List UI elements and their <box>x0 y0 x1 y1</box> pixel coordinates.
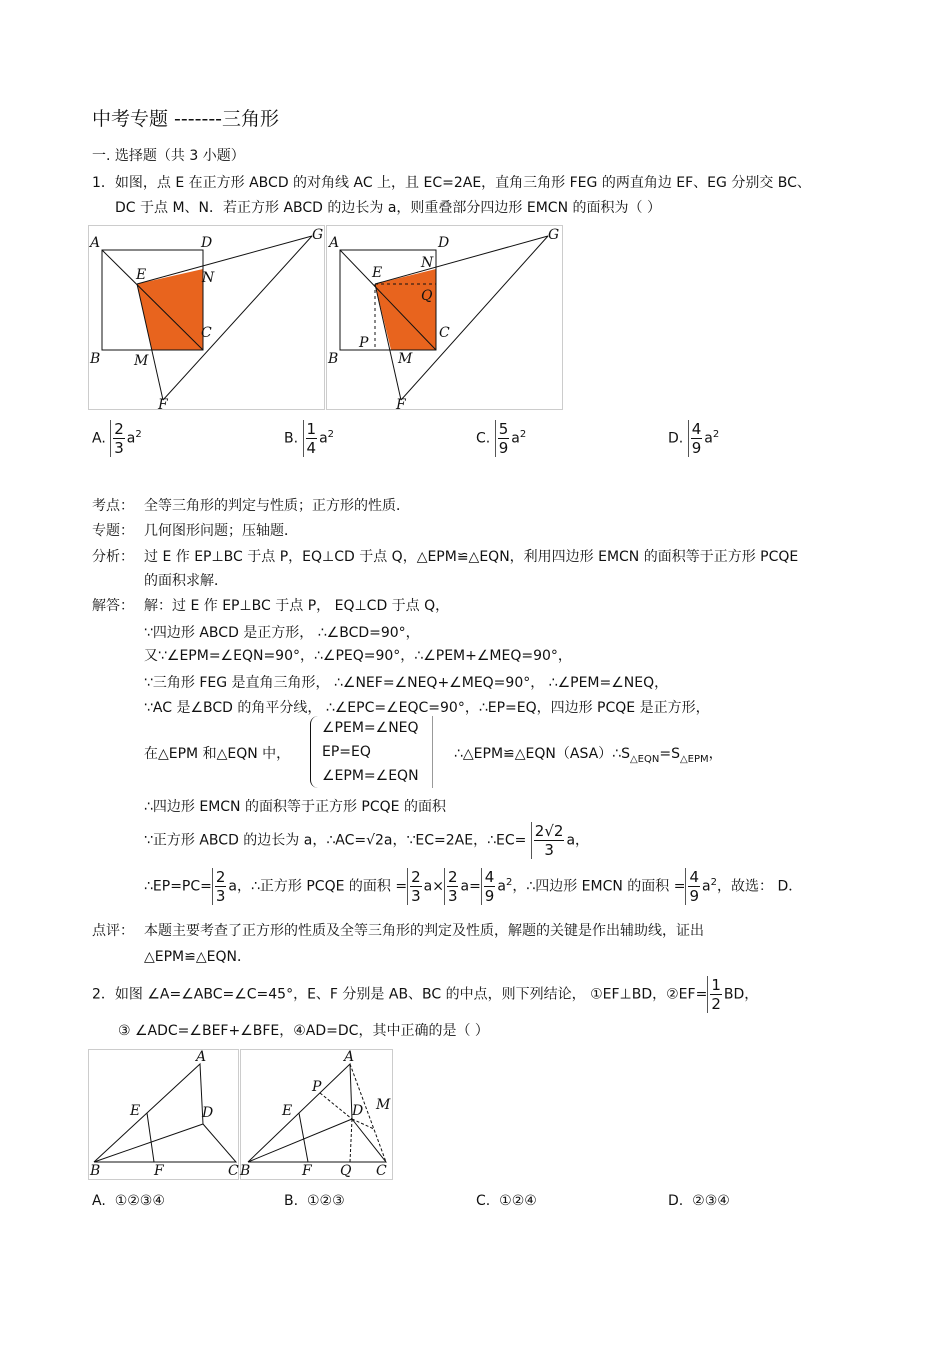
q2-fig1-bd <box>94 1124 203 1162</box>
jieda-line5: ∵AC 是∠BCD 的角平分线， ∴∠EPC=∠EQC=90°，∴EP=EQ，四边形 PCQE 是正方形， <box>144 700 710 716</box>
q2-fig1-label-d: D <box>202 1105 214 1121</box>
q2-fig2-dp <box>320 1093 352 1119</box>
jieda-line1: 解：过 E 作 EP⊥BC 于点 P， EQ⊥CD 于点 Q， <box>144 598 450 614</box>
zhuanti-label: 专题： <box>92 523 134 539</box>
q2-fig2-label-c: C <box>376 1163 387 1179</box>
jieda-line6-pre: 在△EPM 和△EQN 中， <box>144 746 291 762</box>
fenxi-line1: 过 E 作 EP⊥BC 于点 P，EQ⊥CD 于点 Q，△EPM≌△EQN，利用四边形 EMCN 的面积等于正方形 PCQE <box>144 549 799 565</box>
q1-option-b-fraction: $\frac{1}{4}$ <box>303 420 320 457</box>
q2-option-d[interactable]: D. ②③④ <box>668 1193 730 1209</box>
q2-stem-line1: 2．如图 ∠A=∠ABC=∠C=45°，E、F 分别是 AB、BC 的中点，则下列结论， ①EF⊥BD，②EF= $\frac{1}{2}$ BD， <box>92 976 759 1013</box>
system-eq2: EP=EQ <box>322 744 371 760</box>
section-heading: 一. 选择题（共 3 小题） <box>92 148 245 164</box>
system-eq1: ∠PEM=∠NEQ <box>322 720 419 736</box>
q1-fig1-label-d: D <box>201 235 213 251</box>
q2-fig1-ef <box>147 1113 154 1162</box>
q2-fig2-dq <box>350 1119 352 1162</box>
q2-stem-line2: ③ ∠ADC=∠BEF+∠BFE，④AD=DC，其中正确的是（ ） <box>118 1023 489 1039</box>
q1-option-a[interactable]: A. $\frac{2}{3}$ $a^2$ <box>92 420 142 457</box>
q2-fig2-label-p: P <box>312 1079 322 1095</box>
q2-option-b[interactable]: B. ①②③ <box>284 1193 345 1209</box>
zhuanti-text: 几何图形问题；压轴题． <box>144 523 298 539</box>
jieda-line9: ∴EP=PC= $\frac{2}{3}$ a，∴正方形 PCQE 的面积 = $\frac{2}{3}$ a× $\frac{2}{3}$ a= $\frac{4}{9}$ $a^2$，∴四边形 EMCN 的面积 = $\frac{4}{9}$ $a^2$，故选： D． <box>144 868 803 905</box>
q1-fig2-label-p: P <box>359 335 369 351</box>
system-eq3: ∠EPM=∠EQN <box>322 768 419 784</box>
q2-fig2-label-m: M <box>376 1097 391 1113</box>
q2-fig2-label-a: A <box>344 1049 355 1065</box>
q1-fig2-label-e: E <box>372 265 383 281</box>
dianping-line1: 本题主要考查了正方形的性质及全等三角形的判定及性质，解题的关键是作出辅助线，证出 <box>144 923 704 939</box>
q1-fig2-label-q: Q <box>421 288 433 304</box>
dianping-label: 点评： <box>92 923 134 939</box>
q2-fig2-label-e: E <box>282 1103 293 1119</box>
jieda-line6-post: $\therefore\triangle EPM≌\triangle EQN(ASA)\therefore S_{\triangle EQN}=S_{\triangle EPM}$， <box>454 746 723 765</box>
q1-option-a-fraction: $\frac{2}{3}$ <box>110 420 127 457</box>
q2-fig2-label-b: B <box>240 1163 251 1179</box>
jieda-line3: 又∵∠EPM=∠EQN=90°，∴∠PEQ=90°，∴∠PEM+∠MEQ=90°， <box>144 648 572 664</box>
kaodian-label: 考点： <box>92 498 134 514</box>
q1-fig2-label-f: F <box>396 397 406 411</box>
q1-fig2-label-a: A <box>329 235 340 251</box>
jieda-line4: ∵三角形 FEG 是直角三角形， ∴∠NEF=∠NEQ+∠MEQ=90°， ∴∠PEM=∠NEQ， <box>144 675 669 691</box>
q1-fig1-label-n: N <box>202 270 215 286</box>
q1-fig1-label-a: A <box>90 235 101 251</box>
q2-fig2-label-d: D <box>352 1103 364 1119</box>
q2-figures <box>88 1049 394 1181</box>
q1-option-b[interactable]: B. $\frac{1}{4}$ $a^2$ <box>284 420 335 457</box>
q1-fig2-label-g: G <box>548 227 560 243</box>
q1-option-c[interactable]: C. $\frac{5}{9}$ $a^2$ <box>476 420 527 457</box>
q1-figures <box>88 225 564 411</box>
q2-option-a[interactable]: A. ①②③④ <box>92 1193 165 1209</box>
q1-fig2-label-m: M <box>398 351 413 367</box>
q2-fig1-label-f: F <box>154 1163 164 1179</box>
q1-fig2-leg-eg <box>375 236 548 284</box>
jieda-line7: ∴四边形 EMCN 的面积等于正方形 PCQE 的面积 <box>144 799 446 815</box>
q1-stem-line1: 1．如图，点 E 在正方形 ABCD 的对角线 AC 上，且 EC=2AE，直角三角形 FEG 的两直角边 EF、EG 分别交 BC、 <box>92 175 811 191</box>
jieda-line8: ∵正方形 ABCD 的边长为 a，∴AC=√2a，∵EC=2AE，∴EC= $\frac{2√2}{3}$ a， <box>144 822 590 859</box>
q2-option-c[interactable]: C. ①②④ <box>476 1193 537 1209</box>
q1-fig1-label-g: G <box>312 227 324 243</box>
fenxi-label: 分析： <box>92 549 134 565</box>
q1-fig1-label-f: F <box>158 397 168 411</box>
q2-fig1-label-a: A <box>196 1049 207 1065</box>
q1-fig2-label-c: C <box>439 325 450 341</box>
page-title: 中考专题 -------三角形 <box>92 108 280 130</box>
q1-fig1-leg-eg <box>137 236 312 284</box>
q1-fig1-label-e: E <box>136 267 147 283</box>
q2-fig2-bd <box>248 1119 352 1162</box>
jieda-line2: ∵四边形 ABCD 是正方形， ∴∠BCD=90°， <box>144 625 420 641</box>
q2-fig2-label-f: F <box>302 1163 312 1179</box>
q1-fig1-label-c: C <box>201 325 212 341</box>
q2-fig1-label-e: E <box>130 1103 141 1119</box>
dianping-line2: △EPM≌△EQN． <box>144 949 251 965</box>
q1-option-d[interactable]: D. $\frac{4}{9}$ $a^2$ <box>668 420 720 457</box>
kaodian-text: 全等三角形的判定与性质；正方形的性质． <box>144 498 410 514</box>
equation-system <box>310 716 419 788</box>
q1-fig1-label-b: B <box>90 351 101 367</box>
q2-fig1-label-c: C <box>228 1163 239 1179</box>
q1-stem-line2: DC 于点 M、N．若正方形 ABCD 的边长为 a，则重叠部分四边形 EMCN 的面积为（ ） <box>115 200 661 216</box>
ec-fraction: $\frac{2√2}{3}$ <box>531 822 567 859</box>
q1-option-d-fraction: $\frac{4}{9}$ <box>688 420 705 457</box>
q2-half-fraction: $\frac{1}{2}$ <box>707 976 724 1013</box>
q1-option-c-fraction: $\frac{5}{9}$ <box>495 420 512 457</box>
q1-fig2-label-b: B <box>328 351 339 367</box>
q1-fig1-label-m: M <box>134 353 149 369</box>
q2-fig1-quad <box>94 1064 236 1162</box>
q1-fig2-label-d: D <box>438 235 450 251</box>
q1-fig2-label-n: N <box>421 255 434 271</box>
jieda-label: 解答： <box>92 598 134 614</box>
fenxi-line2: 的面积求解． <box>144 573 228 589</box>
q2-fig1-label-b: B <box>90 1163 101 1179</box>
sqrt-2: √2 <box>366 832 384 849</box>
q2-fig2-label-q: Q <box>340 1163 352 1179</box>
